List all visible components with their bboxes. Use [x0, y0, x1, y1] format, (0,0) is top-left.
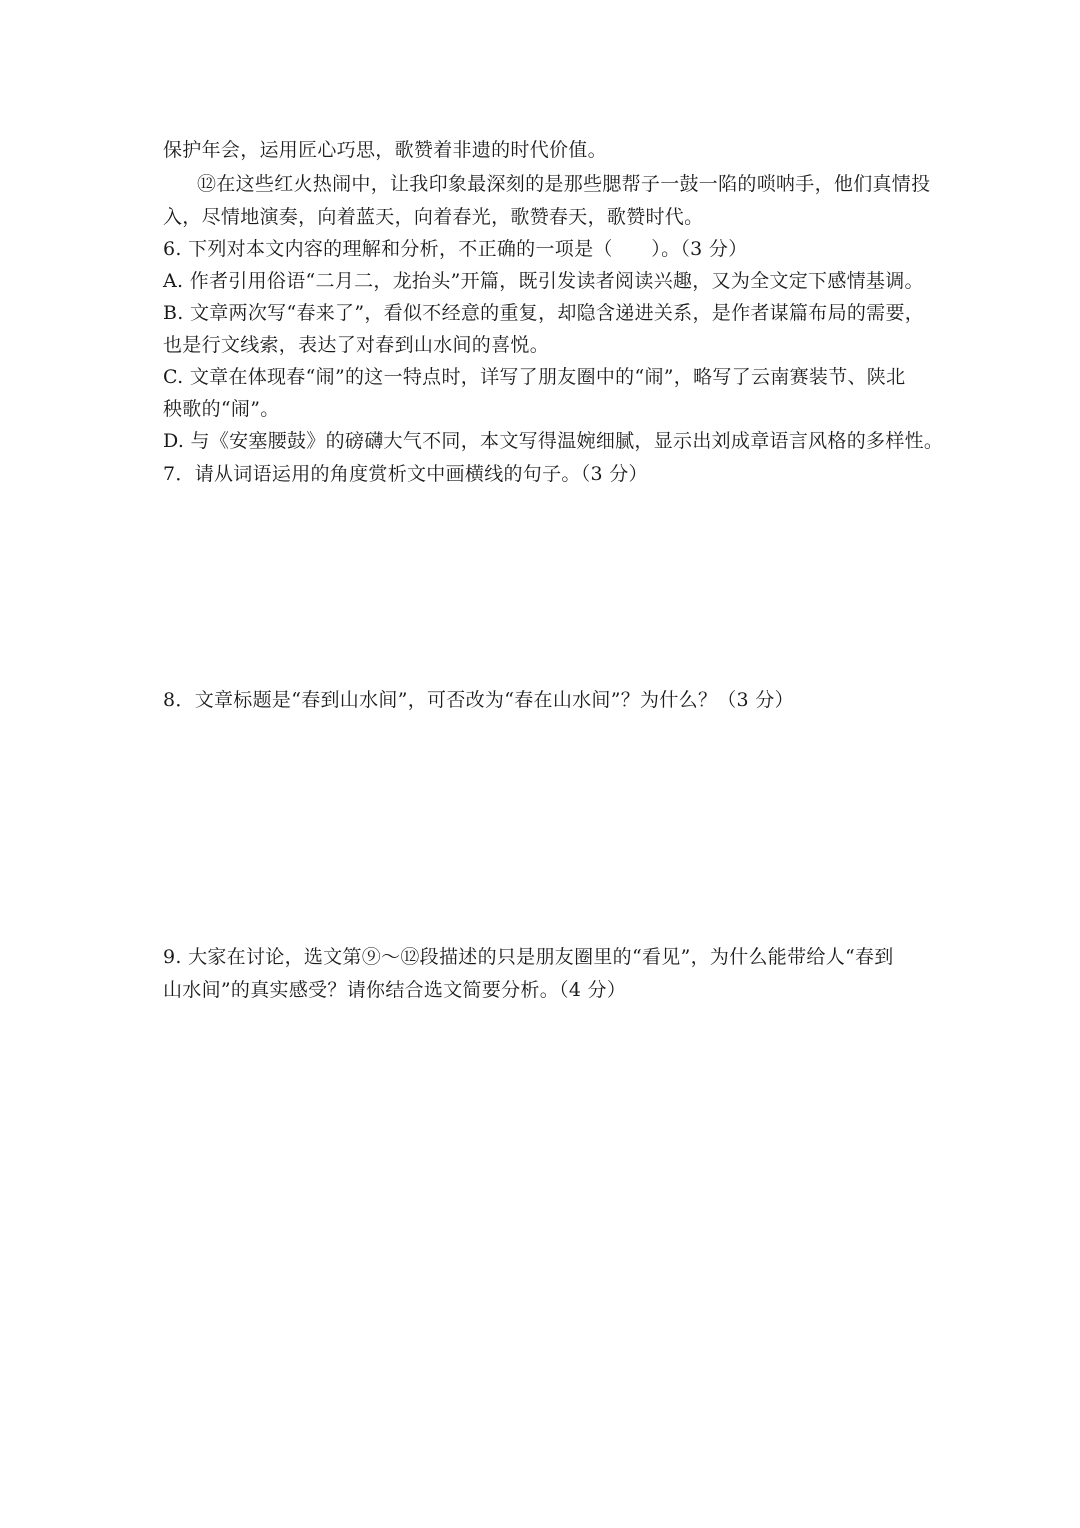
question-stem: 8．文章标题是“春到山水间”，可否改为“春在山水间”？为什么？（3 分） — [163, 689, 794, 711]
option-b-continued: 也是行文线索，表达了对春到山水间的喜悦。 — [163, 334, 550, 356]
question-stem: 7．请从词语运用的角度赏析文中画横线的句子。（3 分） — [163, 463, 648, 485]
passage-line: 保护年会，运用匠心巧思，歌赞着非遗的时代价值。 — [163, 139, 607, 161]
option-d: D. 与《安塞腰鼓》的磅礴大气不同，本文写得温婉细腻，显示出刘成章语言风格的多样性。 — [163, 430, 944, 452]
question-stem-continued: 山水间”的真实感受？请你结合选文简要分析。（4 分） — [163, 979, 627, 1001]
option-c: C. 文章在体现春“闹”的这一特点时，详写了朋友圈中的“闹”，略写了云南赛装节、陕北 — [163, 366, 906, 388]
question-stem: 9. 大家在讨论，选文第⑨～⑫段描述的只是朋友圈里的“看见”，为什么能带给人“春到 — [163, 946, 894, 968]
question-stem: 6. 下列对本文内容的理解和分析，不正确的一项是（ ）。（3 分） — [163, 238, 748, 260]
option-a: A. 作者引用俗语“二月二，龙抬头”开篇，既引发读者阅读兴趣，又为全文定下感情基调。 — [163, 270, 924, 292]
option-c-continued: 秧歌的“闹”。 — [163, 398, 280, 420]
passage-line: 入，尽情地演奏，向着蓝天，向着春光，歌赞春天，歌赞时代。 — [163, 206, 704, 228]
option-b: B. 文章两次写“春来了”，看似不经意的重复，却隐含递进关系，是作者谋篇布局的需要， — [163, 302, 925, 324]
paragraph-12: ⑫在这些红火热闹中，让我印象最深刻的是那些腮帮子一鼓一陷的唢呐手，他们真情投 — [197, 173, 931, 195]
